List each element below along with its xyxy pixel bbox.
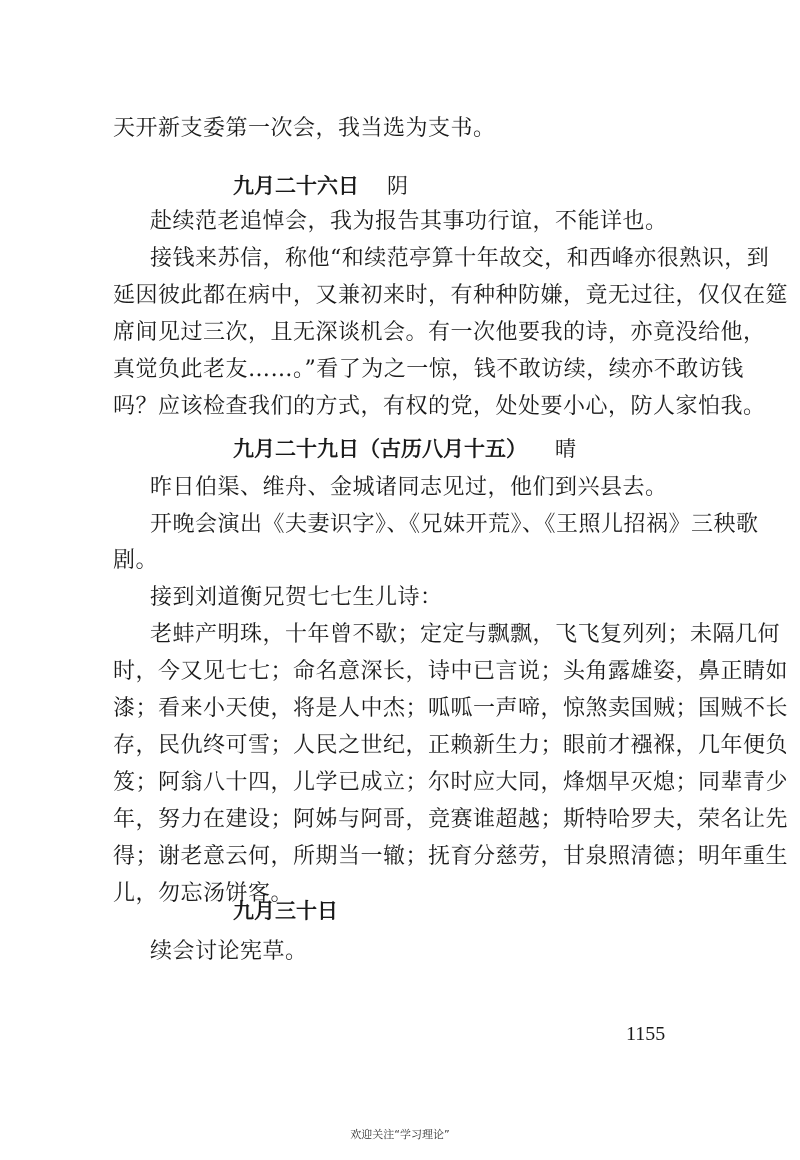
paragraph-line: 吗？应该检查我们的方式，有权的党，处处要小心，防人家怕我。 bbox=[113, 394, 766, 419]
paragraph-line: 接到刘道衡兄贺七七生儿诗： bbox=[150, 585, 443, 610]
paragraph-line: 席间见过三次，且无深谈机会。有一次他要我的诗，亦竟没给他， bbox=[113, 320, 766, 345]
entry-heading-sep29 bbox=[233, 434, 576, 464]
poem-line: 得；谢老意云何，所期当一辙；抚育分慈劳，甘泉照清德；明年重生 bbox=[113, 844, 789, 869]
entry-date: 九月二十六日 bbox=[233, 174, 359, 198]
poem-line: 年，努力在建设；阿姊与阿哥，竞赛谁超越；斯特哈罗夫，荣名让先 bbox=[113, 807, 789, 832]
entry-heading-sep30 bbox=[233, 896, 338, 926]
entry-date: 九月三十日 bbox=[233, 899, 338, 923]
poem-line: 存，民仇终可雪；人民之世纪，正赖新生力；眼前才襁褓，几年便负 bbox=[113, 733, 789, 758]
poem-line: 笈；阿翁八十四，儿学已成立；尔时应大同，烽烟早灭熄；同辈青少 bbox=[113, 770, 789, 795]
entry-heading-sep26 bbox=[233, 171, 408, 201]
intro-paragraph: 天开新支委第一次会，我当选为支书。 bbox=[113, 116, 496, 141]
poem-line: 老蚌产明珠，十年曾不歇；定定与飘飘，飞飞复列列；未隔几何 bbox=[150, 622, 781, 647]
paragraph-line: 赴续范老追悼会，我为报告其事功行谊，不能详也。 bbox=[150, 209, 668, 234]
paragraph-line: 开晚会演出《夫妻识字》、《兄妹开荒》、《王照儿招祸》三秧歌 bbox=[150, 512, 759, 537]
poem-line: 儿，勿忘汤饼客。 bbox=[113, 881, 294, 906]
paragraph-line: 接钱来苏信，称他“和续范亭算十年故交，和西峰亦很熟识，到 bbox=[150, 246, 770, 271]
poem-line: 时，今又见七七；命名意深长，诗中已言说；头角露雄姿，鼻正睛如 bbox=[113, 659, 789, 684]
paragraph-line: 昨日伯渠、维舟、金城诸同志见过，他们到兴县去。 bbox=[150, 475, 668, 500]
paragraph-line: 续会讨论宪草。 bbox=[150, 939, 308, 964]
paragraph-line: 延因彼此都在病中，又兼初来时，有种种防嫌，竟无过往，仅仅在筵 bbox=[113, 283, 789, 308]
paragraph-line: 真觉负此老友……。”看了为之一惊，钱不敢访续，续亦不敢访钱 bbox=[113, 357, 744, 382]
poem-line: 漆；看来小天使，将是人中杰；呱呱一声啼，惊煞卖国贼；国贼不长 bbox=[113, 696, 789, 721]
paragraph-line: 剧。 bbox=[113, 548, 159, 573]
footer-note: 欢迎关注“学习理论” bbox=[350, 1128, 450, 1141]
entry-weather: 阴 bbox=[387, 174, 408, 198]
page-number: 1155 bbox=[626, 1023, 666, 1045]
entry-date: 九月二十九日（古历八月十五） bbox=[233, 437, 527, 461]
entry-weather: 晴 bbox=[555, 437, 576, 461]
